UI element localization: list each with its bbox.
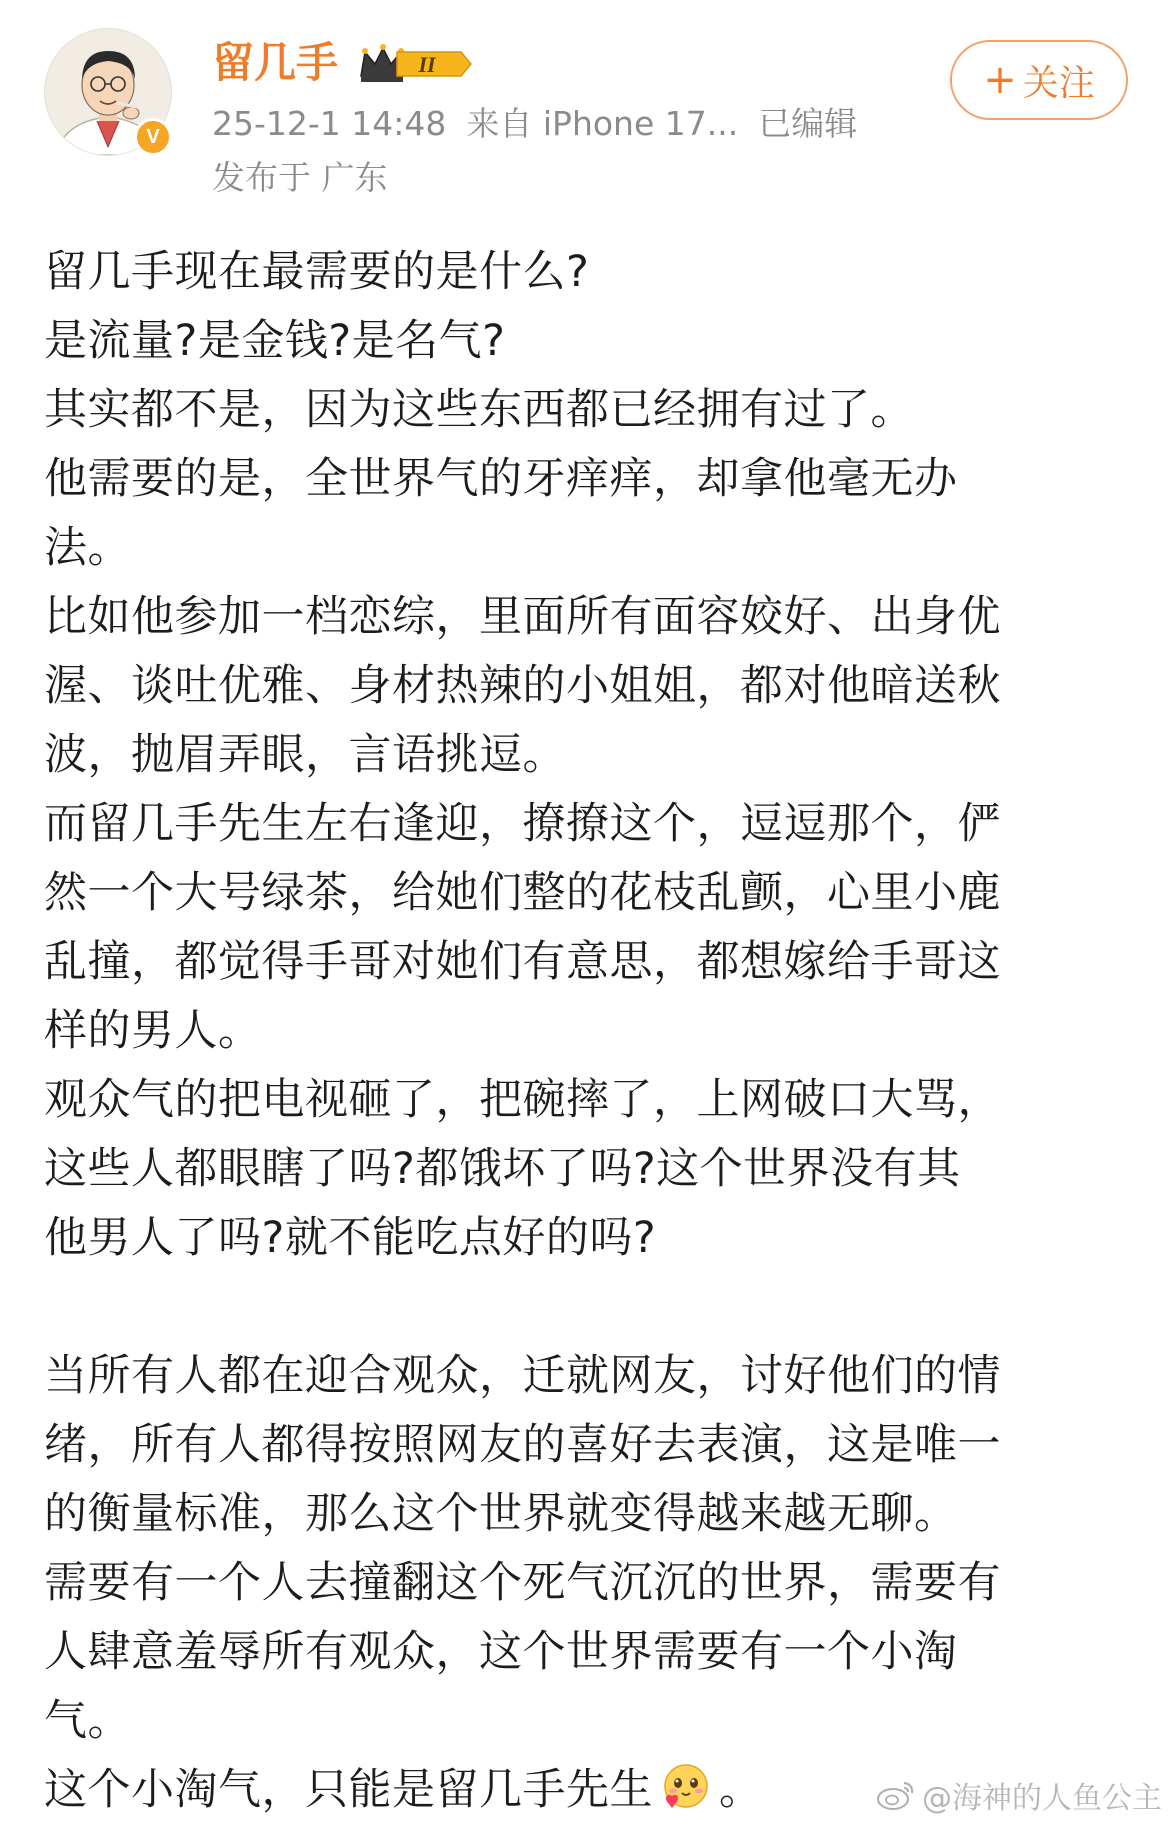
post-meta — [212, 102, 857, 146]
blank-line — [44, 1273, 1134, 1342]
post-line: 留几手现在最需要的是什么? — [44, 247, 590, 297]
post-line: 波，抛眉弄眼，言语挑逗。 — [44, 730, 566, 780]
post-line-end: 。 — [719, 1765, 763, 1815]
post-body — [44, 238, 1134, 1825]
post-line: 然一个大号绿茶，给她们整的花枝乱颤，心里小鹿 — [44, 868, 1001, 918]
post-location: 发布于 广东 — [212, 158, 388, 197]
post-line: 他男人了吗?就不能吃点好的吗? — [44, 1213, 657, 1263]
post-line: 渥、谈吐优雅、身材热辣的小姐姐，都对他暗送秋 — [44, 661, 1001, 711]
post-line: 绪，所有人都得按照网友的喜好去表演，这是唯一 — [44, 1420, 1001, 1470]
post-line: 法。 — [44, 523, 131, 573]
post-line: 的衡量标准，那么这个世界就变得越来越无聊。 — [44, 1489, 958, 1539]
post-line: 观众气的把电视砸了，把碗摔了，上网破口大骂， — [44, 1075, 1001, 1125]
level-crown-badge-icon — [357, 42, 475, 86]
post-line: 样的男人。 — [44, 1006, 262, 1056]
plus-icon: + — [983, 57, 1017, 103]
post-source: 来自 iPhone 17... — [466, 104, 739, 143]
post-line: 其实都不是，因为这些东西都已经拥有过了。 — [44, 385, 914, 435]
follow-label: 关注 — [1022, 62, 1095, 104]
post-line-text: 这个小淘气，只能是留几手先生 — [44, 1765, 653, 1815]
post-line: 这些人都眼瞎了吗?都饿坏了吗?这个世界没有其 — [44, 1144, 961, 1194]
author-name[interactable]: 留几手 — [212, 38, 339, 87]
verified-badge-icon — [134, 118, 172, 156]
post-time: 25-12-1 14:48 — [212, 104, 447, 143]
love-face-emoji-icon — [659, 1760, 713, 1814]
weibo-logo-icon — [876, 1779, 916, 1811]
verified-mark: V — [146, 126, 160, 148]
level-text: II — [418, 52, 436, 77]
post-line: 人肆意羞辱所有观众，这个世界需要有一个小淘 — [44, 1627, 958, 1677]
watermark-text: @海神的人鱼公主 — [922, 1781, 1162, 1816]
post-line: 比如他参加一档恋综，里面所有面容姣好、出身优 — [44, 592, 1001, 642]
post-line: 而留几手先生左右逢迎，撩撩这个，逗逗那个，俨 — [44, 799, 1001, 849]
post-header — [0, 0, 1170, 210]
weibo-watermark — [876, 1773, 1162, 1817]
post-line: 当所有人都在迎合观众，迁就网友，讨好他们的情 — [44, 1351, 1001, 1401]
follow-button[interactable] — [950, 40, 1128, 120]
post-line: 他需要的是，全世界气的牙痒痒，却拿他毫无办 — [44, 454, 958, 504]
edited-label[interactable]: 已编辑 — [758, 104, 858, 143]
post-line: 气。 — [44, 1696, 131, 1746]
post-line: 乱撞，都觉得手哥对她们有意思，都想嫁给手哥这 — [44, 937, 1001, 987]
post-line: 是流量?是金钱?是名气? — [44, 316, 506, 366]
post-line: 需要有一个人去撞翻这个死气沉沉的世界，需要有 — [44, 1558, 1001, 1608]
